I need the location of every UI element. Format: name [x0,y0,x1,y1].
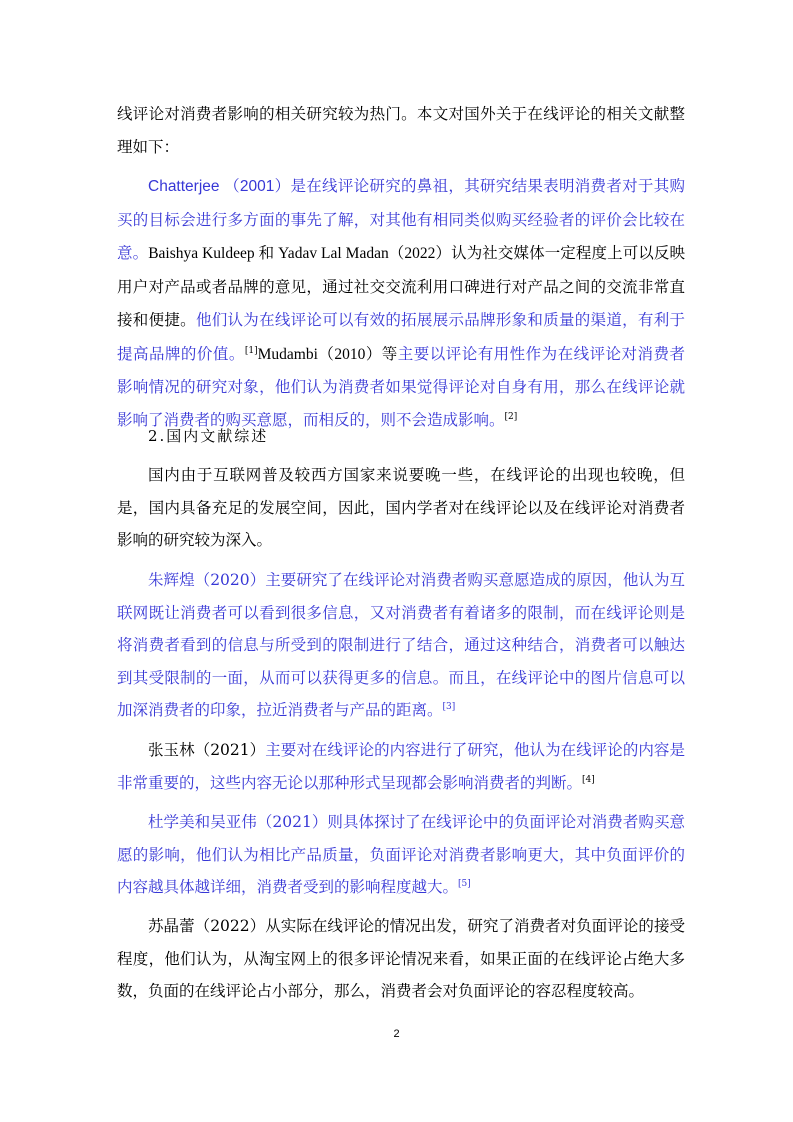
page-number: 2 [393,1028,400,1040]
citation-ref: [1] [244,345,258,356]
section-heading: 2.国内文献综述 [148,427,269,445]
baishya-sentence: Baishya Kuldeep 和 Yadav Lal Madan（2022）认为社交媒体一定程度上可以反映用户对产品或者品牌的意见，通过社交交流利用口碑进行对产品之间的交流非常直接和便捷。 [117,245,685,329]
zhang-author: 张玉林（2021） [148,741,266,759]
paragraph-text: 苏晶蕾（2022）从实际在线评论的情况出发，研究了消费者对负面评论的接受程度，他们认为，从淘宝网上的很多评论情况来看，如果正面的在线评论占绝大多数，负面的在线评论占小部分，那么，消费者会对负面评论的容忍程度较高。 [117,917,685,1000]
citation-ref: [4] [582,774,595,785]
paragraph-text: 国内由于互联网普及较西方国家来说要晚一些，在线评论的出现也较晚，但是，国内具备充足的发展空间，因此，国内学者对在线评论以及在线评论对消费者影响的研究较为深入。 [117,466,685,549]
brand-value-sentence: 他们认为在线评论可以有效的拓展展示品牌形象和质量的渠道，有利于提高品牌的价值。 [117,311,685,363]
paragraph-foreign-review [117,170,685,436]
paragraph-du [117,806,685,904]
mudambi-author: Mudambi（2010）等 [257,345,398,363]
mudambi-sentence: 主要以评论有用性作为在线评论对消费者影响情况的研究对象，他们认为消费者如果觉得评论对自身有用，那么在线评论就影响了消费者的购买意愿，而相反的，则不会造成影响。 [117,344,685,429]
paragraph-text: 杜学美和吴亚伟（2021）则具体探讨了在线评论中的负面评论对消费者购买意愿的影响，他们认为相比产品质量，负面评论对消费者影响更大，其中负面评价的内容越具体越详细，消费者受到的影响程度越大。 [117,813,685,896]
paragraph-text: 线评论对消费者影响的相关研究较为热门。本文对国外关于在线评论的相关文献整理如下： [117,105,685,156]
paragraph-domestic-intro [117,459,685,557]
paragraph-zhang [117,734,685,799]
citation-ref: [3] [442,702,456,712]
paragraph-su [117,910,685,1008]
paragraph-zhu [117,564,685,727]
paragraph-foreign-intro [117,98,685,163]
citation-ref: [5] [458,879,471,889]
zhang-sentence: 主要对在线评论的内容进行了研究，他认为在线评论的内容是非常重要的，这些内容无论以那种形式呈现都会影响消费者的判断。 [117,741,685,792]
paragraph-text: 朱辉煌（2020）主要研究了在线评论对消费者购买意愿造成的原因，他认为互联网既让消费者可以看到很多信息，又对消费者有着诸多的限制，而在线评论则是将消费者看到的信息与所受到的限制进行了结合，通过这种结合，消费者可以触达到其受限制的一面，从而可以获得更多的信息。而且，在线评论中的图片信息可以加深消费者的印象，拉近消费者与产品的距离。 [117,571,685,719]
citation-ref: [2] [504,411,518,422]
chatterjee-sentence: Chatterjee （2001）是在线评论研究的鼻祖，其研究结果表明消费者对于其购买的目标会进行多方面的事先了解，对其他有相同类似购买经验者的评价会比较在意。 [117,178,685,262]
